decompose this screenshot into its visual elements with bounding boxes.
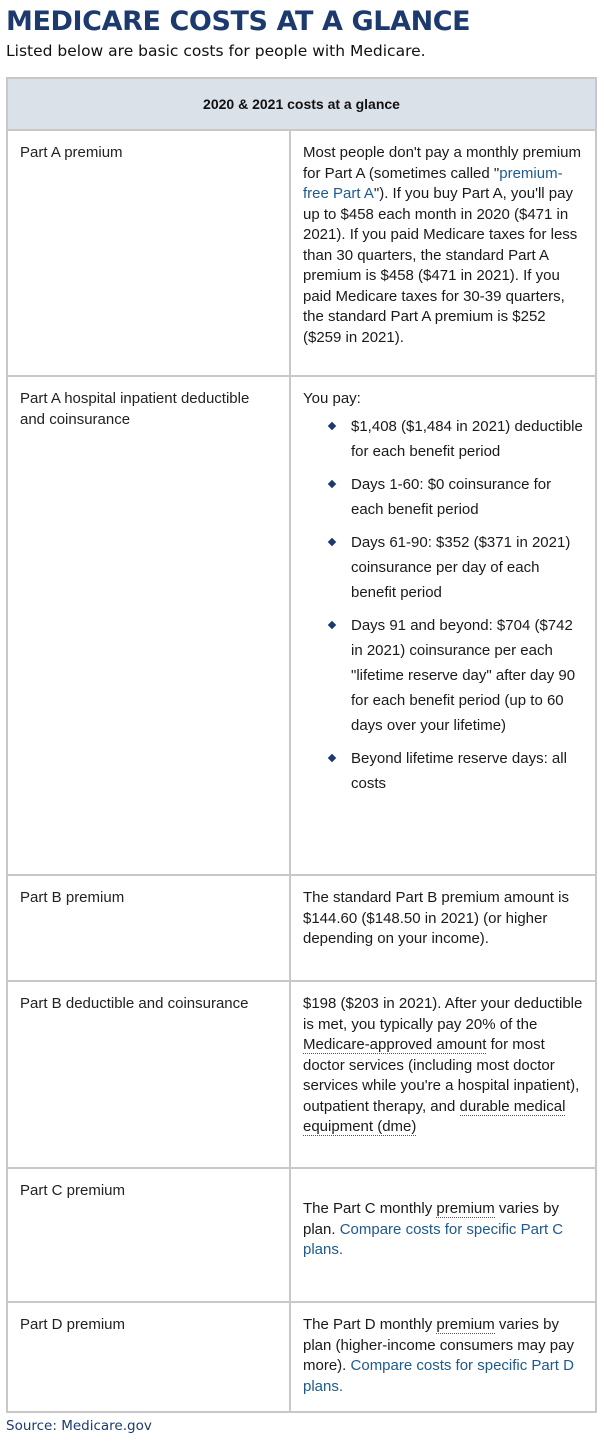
description-intro: You pay:	[303, 390, 361, 407]
list-item	[303, 530, 583, 605]
table-heading: 2020 & 2021 costs at a glance	[7, 78, 596, 130]
diamond-bullet-icon	[328, 537, 336, 545]
row-description	[290, 1168, 596, 1302]
diamond-bullet-icon	[328, 421, 336, 429]
page-title: MEDICARE COSTS AT A GLANCE	[6, 6, 471, 37]
bullet-text: Days 1-60: $0 coinsurance for each benefit period	[351, 475, 552, 518]
description-text: "). If you buy Part A, you'll pay up to $458 each month in 2020 ($471 in 2021). If you paid Medicare taxes for less than 30 quarters, the standard Part A premium is $458 ($471 in 2021). If you paid Medicare taxes for 30-39 quarters, the standard Part A premium is $252 ($259 in 2021).	[303, 185, 578, 346]
table-row	[7, 1168, 596, 1302]
diamond-bullet-icon	[328, 620, 336, 628]
row-label: Part D premium	[7, 1302, 290, 1412]
table-row	[7, 376, 596, 875]
description-text: Most people don't pay a monthly premium for Part A (sometimes called "	[303, 144, 582, 182]
costs-table	[6, 77, 597, 1413]
list-item	[303, 472, 583, 522]
table-row	[7, 130, 596, 376]
description-text: varies by plan (higher-income consumers may pay more).	[303, 1316, 574, 1374]
row-description: The standard Part B premium amount is $144.60 ($148.50 in 2021) (or higher depending on your income).	[290, 875, 596, 981]
source-note: Source: Medicare.gov	[6, 1418, 152, 1434]
description-text: The Part C monthly	[303, 1200, 437, 1217]
description-text: varies by plan.	[303, 1200, 559, 1238]
row-description	[290, 376, 596, 875]
bullet-text: Days 61-90: $352 ($371 in 2021) coinsurance per day of each benefit period	[351, 533, 571, 601]
page-subtitle: Listed below are basic costs for people with Medicare.	[6, 42, 426, 60]
diamond-bullet-icon	[328, 753, 336, 761]
table-row	[7, 981, 596, 1168]
premium-free-part-a-link[interactable]: premium-free Part A	[303, 164, 563, 202]
durable-medical-equipment-term[interactable]: durable medical equipment (dme)	[303, 1097, 566, 1135]
table-header-row	[7, 78, 596, 130]
row-label: Part B premium	[7, 875, 290, 981]
premium-term[interactable]: premium	[436, 1200, 495, 1217]
premium-term[interactable]: premium	[436, 1316, 495, 1333]
bullet-text: $1,408 ($1,484 in 2021) deductible for each benefit period	[351, 417, 583, 460]
table-row	[7, 1302, 596, 1412]
list-item	[303, 613, 583, 738]
compare-part-c-plans-link[interactable]: Compare costs for specific Part C plans.	[303, 1220, 564, 1258]
row-label: Part C premium	[7, 1168, 290, 1302]
table-row	[7, 875, 596, 981]
row-description	[290, 981, 596, 1168]
compare-part-d-plans-link[interactable]: Compare costs for specific Part D plans.	[303, 1357, 574, 1395]
row-label: Part A hospital inpatient deductible and coinsurance	[7, 376, 290, 875]
row-description	[290, 130, 596, 376]
diamond-bullet-icon	[328, 479, 336, 487]
list-item	[303, 746, 583, 796]
description-text: The Part D monthly	[303, 1316, 437, 1333]
description-text: $198 ($203 in 2021). After your deductible is met, you typically pay 20% of the	[303, 995, 583, 1033]
row-description	[290, 1302, 596, 1412]
medicare-approved-amount-term[interactable]: Medicare-approved amount	[303, 1036, 487, 1053]
row-label: Part B deductible and coinsurance	[7, 981, 290, 1168]
bullet-text: Beyond lifetime reserve days: all costs	[351, 749, 567, 792]
list-item	[303, 414, 583, 464]
bullet-text: Days 91 and beyond: $704 ($742 in 2021) coinsurance per each "lifetime reserve day" after day 90 for each benefit period (up to 60 days over your lifetime)	[351, 616, 576, 734]
row-label: Part A premium	[7, 130, 290, 376]
cost-bullet-list	[303, 414, 583, 796]
description-text: for most doctor services (including most doctor services while you're a hospital inpatient), outpatient therapy, and	[303, 1036, 580, 1115]
